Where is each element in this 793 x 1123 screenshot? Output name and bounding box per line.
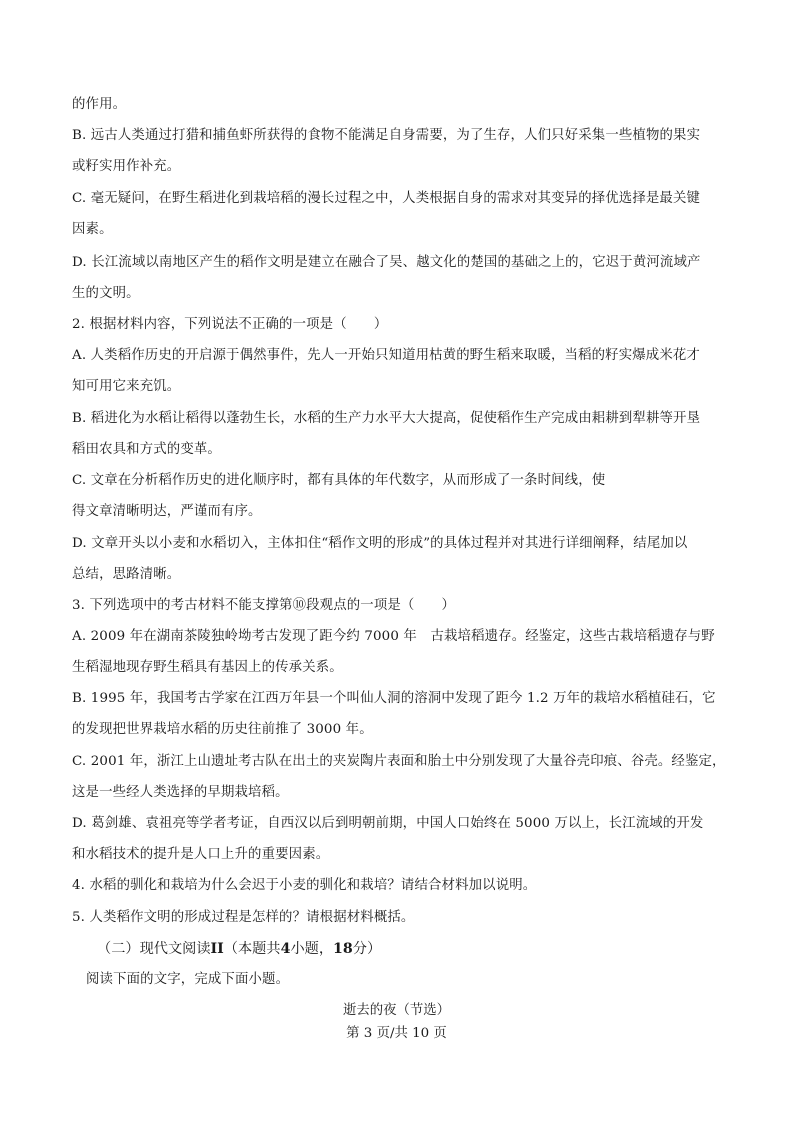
text-line: 生的文明。 [72, 286, 140, 301]
section-heading-prefix: （二）现代文阅读 [97, 941, 211, 957]
option-b-line: B. 1995 年，我国考古学家在江西万年县一个叫仙人洞的溶洞中发现了距今 1.2 万年的栽培水稻植硅石，它 [72, 691, 716, 706]
text-line: 的发现把世界栽培水稻的历史往前推了 3000 年。 [72, 722, 373, 737]
text-line: 知可用它来充饥。 [72, 379, 181, 394]
question-3: 3. 下列选项中的考古材料不能支撑第⑩段观点的一项是（ ） [72, 598, 456, 613]
instruction: 阅读下面的文字，完成下面小题。 [86, 972, 290, 987]
option-c-line: C. 毫无疑问，在野生稻进化到栽培稻的漫长过程之中，人类根据自身的需求对其变异的择优选择是最关键 [72, 191, 701, 206]
option-d-line: D. 长江流域以南地区产生的稻作文明是建立在融合了吴、越文化的楚国的基础之上的，它迟于黄河流域产 [72, 255, 701, 270]
text-line: 因素。 [72, 222, 113, 237]
section-heading-end: 分） [352, 941, 382, 957]
section-heading-count: 4 [280, 941, 291, 957]
text-line: 稻田农具和方式的变革。 [72, 442, 221, 457]
question-2: 2. 根据材料内容，下列说法不正确的一项是（ ） [72, 317, 388, 332]
option-c-line: C. 2001 年，浙江上山遗址考古队在出土的夹炭陶片表面和胎土中分别发现了大量谷壳印痕、谷壳。经鉴定， [72, 754, 726, 769]
section-heading [97, 939, 381, 959]
question-5: 5. 人类稻作文明的形成过程是怎样的？请根据材料概括。 [72, 910, 415, 925]
section-heading-roman: II [210, 941, 224, 957]
text-line: 和水稻技术的提升是人口上升的重要因素。 [72, 847, 330, 862]
section-heading-mid: 小题， [290, 941, 334, 957]
text-line: 这是一些经人类选择的早期栽培稻。 [72, 785, 289, 800]
page-footer: 第 3 页/共 10 页 [346, 1026, 447, 1041]
text-line: 生稻湿地现存野生稻具有基因上的传承关系。 [72, 660, 343, 675]
passage-title: 逝去的夜（节选） [342, 1003, 451, 1018]
section-heading-suffix: （本题共 [223, 941, 281, 957]
text-line: 总结，思路清晰。 [72, 567, 181, 582]
option-b-line: B. 稻进化为水稻让稻得以蓬勃生长，水稻的生产力水平大大提高，促使稻作生产完成由耜耕到犁耕等开垦 [72, 411, 701, 426]
question-4: 4. 水稻的驯化和栽培为什么会迟于小麦的驯化和栽培？请结合材料加以说明。 [72, 878, 537, 893]
option-d-line: D. 文章开头以小麦和水稻切入，主体扣住“稻作文明的形成”的具体过程并对其进行详细阐释，结尾加以 [72, 536, 688, 551]
section-heading-score: 18 [333, 941, 353, 957]
option-b-line: B. 远古人类通过打猎和捕鱼虾所获得的食物不能满足自身需要，为了生存，人们只好采集一些植物的果实 [72, 128, 701, 143]
option-a-line: A. 2009 年在湖南茶陵独岭坳考古发现了距今约 7000 年 古栽培稻遗存。经鉴定，这些古栽培稻遗存与野 [72, 629, 715, 644]
text-line: 得文章清晰明达，严谨而有序。 [72, 504, 262, 519]
option-c-line: C. 文章在分析稻作历史的进化顺序时，都有具体的年代数字，从而形成了一条时间线，使 [72, 473, 606, 488]
text-line: 的作用。 [72, 97, 127, 112]
option-d-line: D. 葛剑雄、袁祖亮等学者考证，自西汉以后到明朝前期，中国人口始终在 5000 万以上，长江流域的开发 [72, 816, 704, 831]
option-a-line: A. 人类稻作历史的开启源于偶然事件，先人一开始只知道用枯黄的野生稻来取暖，当稻的籽实爆成米花才 [72, 348, 700, 363]
text-line: 或籽实用作补充。 [72, 159, 181, 174]
